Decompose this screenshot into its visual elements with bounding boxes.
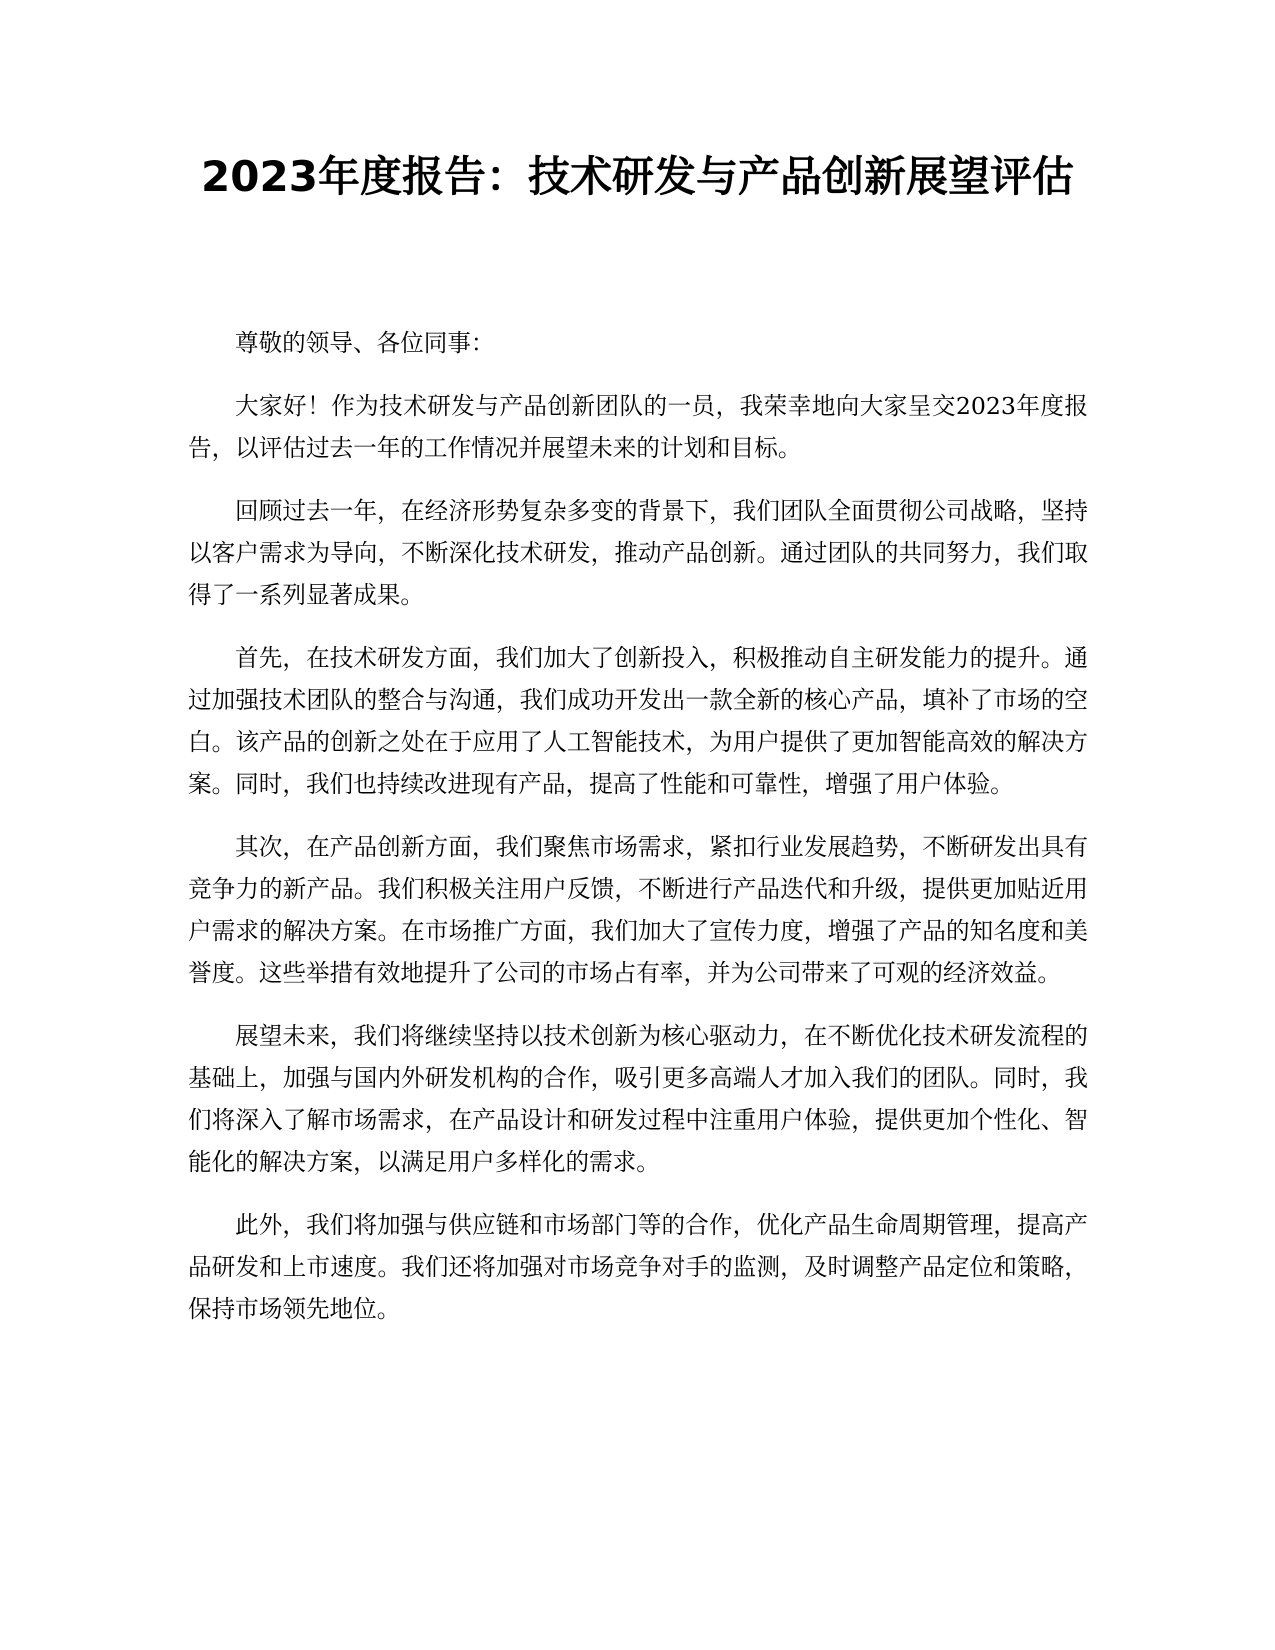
- paragraph-review: 回顾过去一年，在经济形势复杂多变的背景下，我们团队全面贯彻公司战略，坚持以客户需求为导向，不断深化技术研发，推动产品创新。通过团队的共同努力，我们取得了一系列显著成果。: [188, 497, 1088, 609]
- paragraph-outlook: 展望未来，我们将继续坚持以技术创新为核心驱动力，在不断优化技术研发流程的基础上，加强与国内外研发机构的合作，吸引更多高端人才加入我们的团队。同时，我们将深入了解市场需求，在产品设计和研发过程中注重用户体验，提供更加个性化、智能化的解决方案，以满足用户多样化的需求。: [188, 1022, 1088, 1176]
- paragraph-product-innovation: 其次，在产品创新方面，我们聚焦市场需求，紧扣行业发展趋势，不断研发出具有竞争力的新产品。我们积极关注用户反馈，不断进行产品迭代和升级，提供更加贴近用户需求的解决方案。在市场推广方面，我们加大了宣传力度，增强了产品的知名度和美誉度。这些举措有效地提升了公司的市场占有率，并为公司带来了可观的经济效益。: [188, 833, 1088, 987]
- salutation: 尊敬的领导、各位同事：: [235, 329, 495, 357]
- document-title: 2023年度报告：技术研发与产品创新展望评估: [201, 152, 1074, 201]
- paragraph-tech-rd: 首先，在技术研发方面，我们加大了创新投入，积极推动自主研发能力的提升。通过加强技术团队的整合与沟通，我们成功开发出一款全新的核心产品，填补了市场的空白。该产品的创新之处在于应用了人工智能技术，为用户提供了更加智能高效的解决方案。同时，我们也持续改进现有产品，提高了性能和可靠性，增强了用户体验。: [188, 644, 1088, 798]
- document-body: [188, 322, 1088, 1351]
- paragraph-greeting: 大家好！作为技术研发与产品创新团队的一员，我荣幸地向大家呈交2023年度报告，以评估过去一年的工作情况并展望未来的计划和目标。: [188, 392, 1088, 462]
- paragraph-collaboration: 此外，我们将加强与供应链和市场部门等的合作，优化产品生命周期管理，提高产品研发和上市速度。我们还将加强对市场竞争对手的监测，及时调整产品定位和策略，保持市场领先地位。: [188, 1211, 1088, 1323]
